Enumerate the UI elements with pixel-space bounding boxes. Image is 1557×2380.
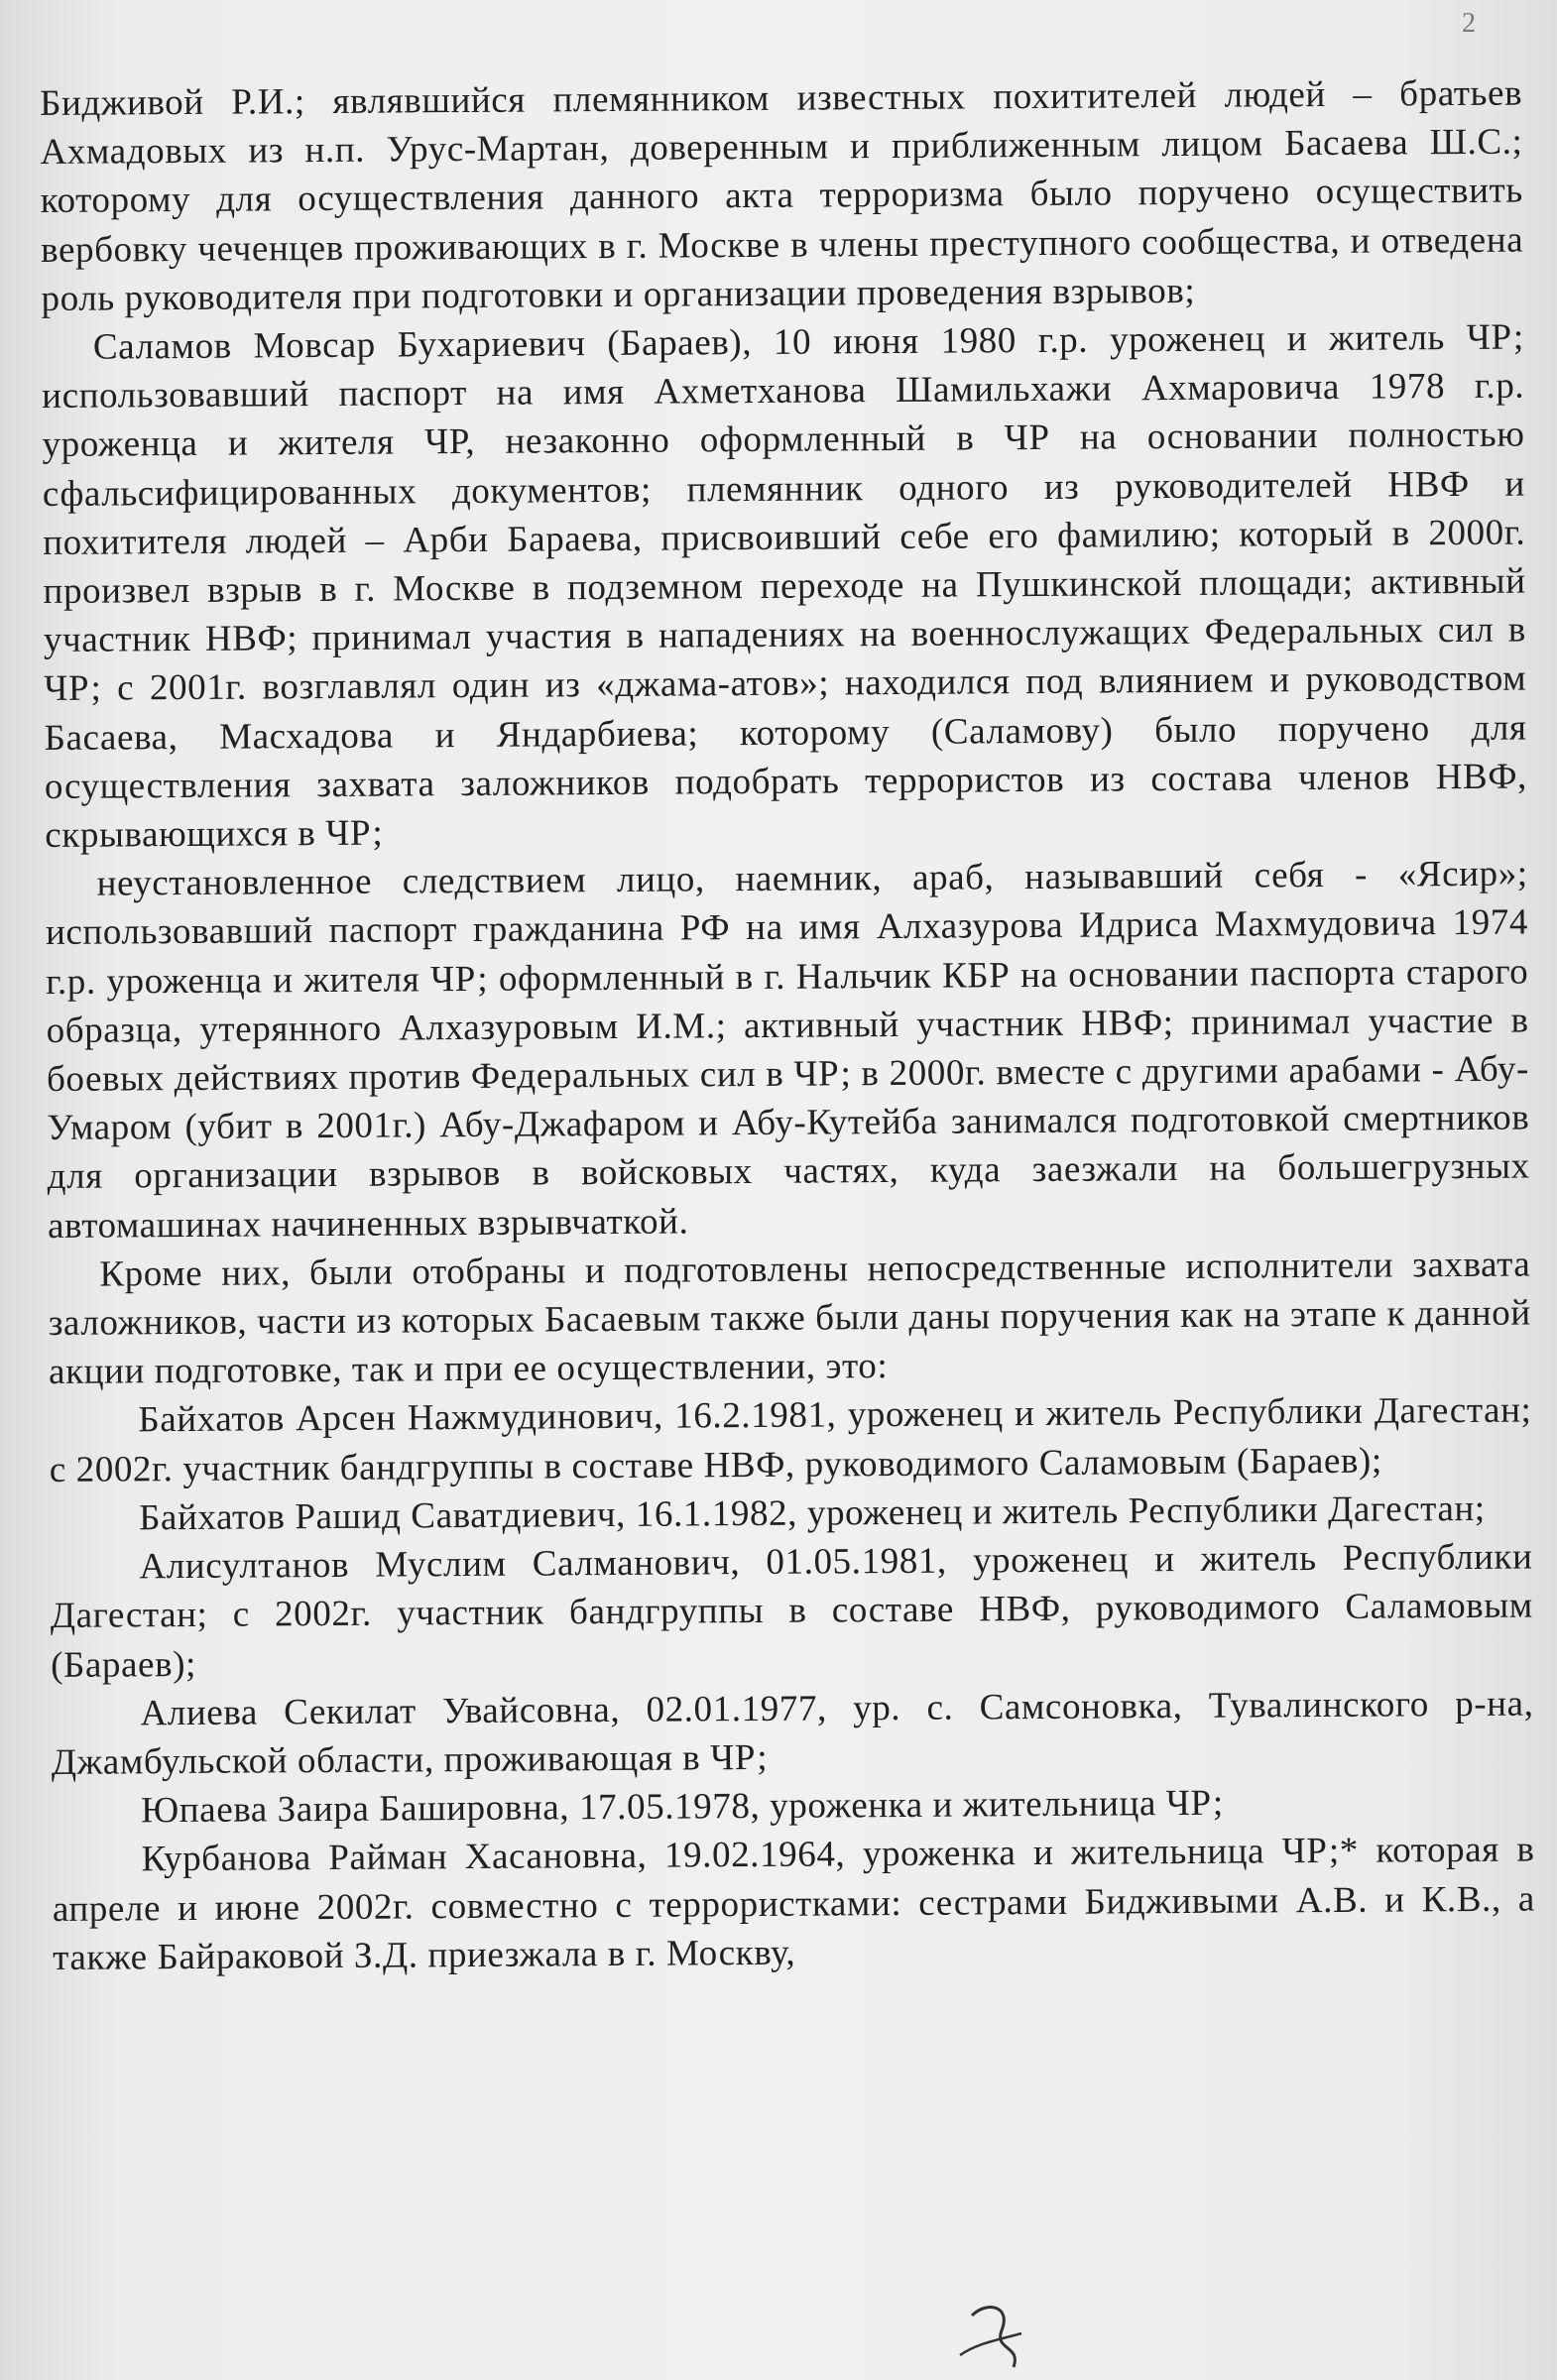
paragraph-salamov: Саламов Мовсар Бухариевич (Бараев), 10 июня 1980 г.р. уроженец и житель ЧР; использовавший паспорт на имя Ахметханова Шамильхажи Ахмаровича 1978 г.р. уроженца и жителя ЧР, незаконно оформленный в ЧР на основании полностью сфальсифицированных документов; племянник одного из руководителей НВФ и похитителя людей – Арби Бараева, присвоивший себе его фамилию; который в 2000г. произвел взрыв в г. Москве в подземном переходе на Пушкинской площади; активный участник НВФ; принимал участия в нападениях на военнослужащих Федеральных сил в ЧР; с 2001г. возглавлял один из «джама-атов»; находился под влиянием и руководством Басаева, Масхадова и Яндарбиева; которому (Саламову) было поручено для осуществления захвата заложников подобрать террористов из состава членов НВФ, скрывающихся в ЧР; xyxy=(42,316,1528,857)
document-body xyxy=(40,69,1535,1982)
paragraph-yasir: неустановленное следствием лицо, наемник, араб, называвший себя - «Ясир»; использовавший паспорт гражданина РФ на имя Алхазурова Идриса Махмудовича 1974 г.р. уроженца и жителя ЧР; оформленный в г. Нальчик КБР на основании паспорта старого образца, утерянного Алхазуровым И.М.; активный участник НВФ; принимал участие в боевых действиях против Федеральных сил в ЧР; в 2000г. вместе с другими арабами - Абу-Умаром (убит в 2001г.) Абу-Джафаром и Абу-Кутейба занимался подготовкой смертников для организации взрывов в войсковых частях, куда заезжали на большегрузных автомашинах начиненных взрывчаткой. xyxy=(45,853,1530,1247)
list-item: Юпаева Заира Башировна, 17.05.1978, уроженка и жительница ЧР; xyxy=(141,1782,1224,1832)
list-item: Курбанова Райман Хасановна, 19.02.1964, уроженка и жительница ЧР;* которая в апреле и июне 2002г. совместно с террористками: сестрами Бидживыми А.В. и К.В., а также Байраковой З.Д. приезжала в г. Москву, xyxy=(52,1829,1535,1978)
paragraph-1: Бидживой Р.И.; являвшийся племянником известных похитителей людей – братьев Ахмадовых из н.п. Урус-Мартан, доверенным и приближенным лицом Басаева Ш.С.; которому для осуществления данного акта терроризма было поручено осуществить вербовку чеченцев проживающих в г. Москве в члены преступного сообщества, и отведена роль руководителя при подготовки и организации проведения взрывов; xyxy=(40,72,1524,319)
paragraph-executors-intro: Кроме них, были отобраны и подготовлены непосредственные исполнители захвата заложников, части из которых Басаевым также были даны поручения как на этапе к данной акции подготовке, так и при ее осуществлении, это: xyxy=(48,1244,1531,1393)
list-item: Алиева Секилат Увайсовна, 02.01.1977, ур. с. Самсоновка, Тувалинского р-на, Джамбульской области, проживающая в ЧР; xyxy=(51,1683,1534,1783)
handwritten-mark-icon xyxy=(952,2296,1041,2375)
list-item: Байхатов Рашид Саватдиевич, 16.1.1982, уроженец и житель Республики Дагестан; xyxy=(138,1488,1486,1539)
page-number: 2 xyxy=(1462,8,1476,39)
list-item: Алисултанов Муслим Салманович, 01.05.1981, уроженец и житель Республики Дагестан; с 2002г. участник бандгруппы в составе НВФ, руководимого Саламовым (Бараев); xyxy=(50,1536,1533,1686)
list-item: Байхатов Арсен Нажмудинович, 16.2.1981, уроженец и житель Республики Дагестан; с 2002г. участник бандгруппы в составе НВФ, руководимого Саламовым (Бараев); xyxy=(49,1390,1532,1490)
